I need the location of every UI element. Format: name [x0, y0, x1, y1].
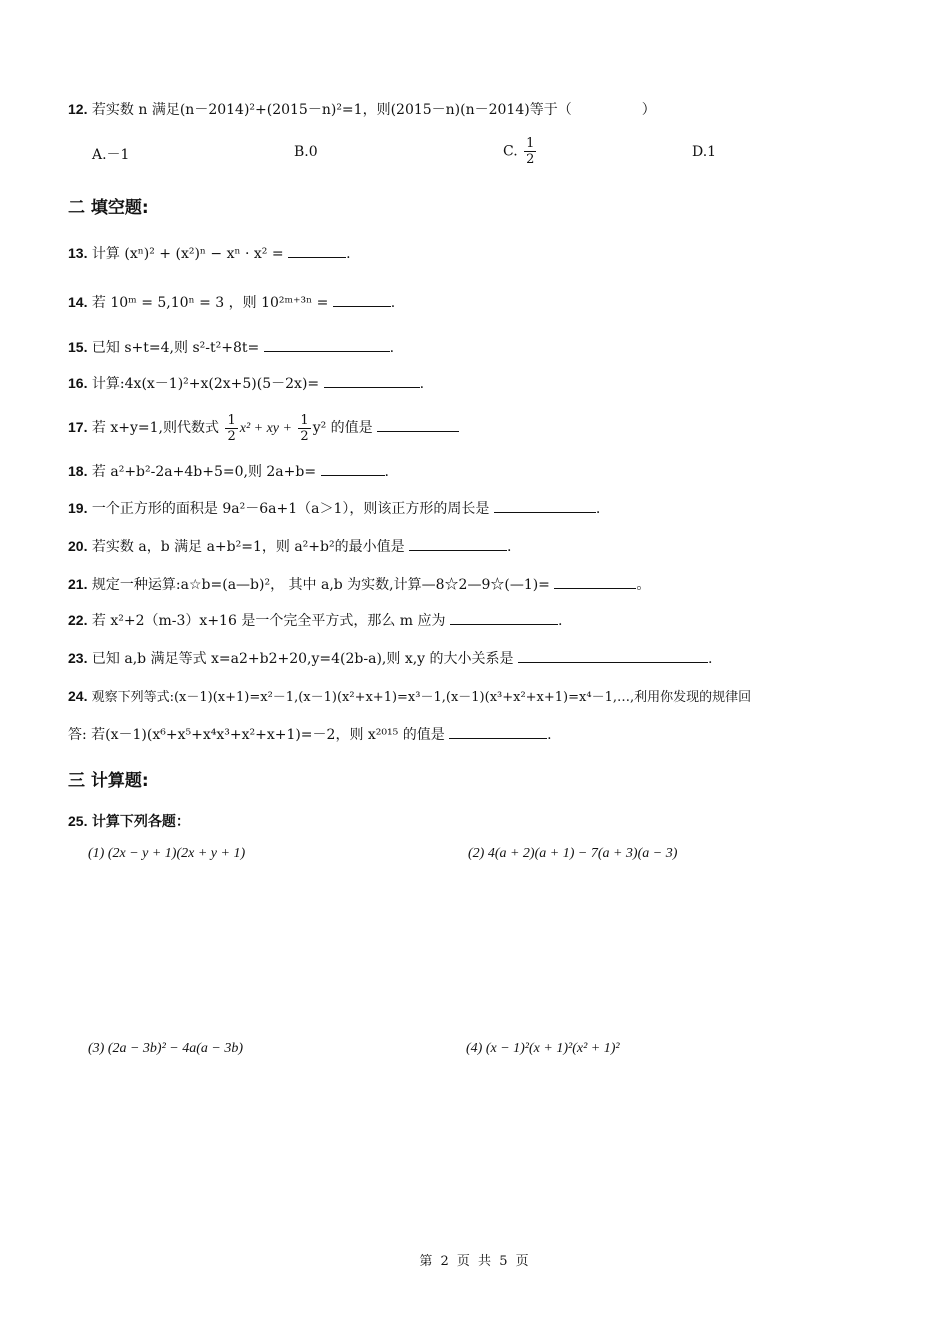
question-16 [68, 373, 424, 394]
question-tail: 。 [636, 577, 651, 593]
question-tail: . [595, 501, 601, 517]
question-tail: . [707, 651, 713, 667]
question-12 [68, 99, 656, 120]
sub-problem-4: (4) (x − 1)²(x + 1)²(x² + 1)² [466, 1041, 620, 1056]
question-tail: . [346, 246, 351, 262]
option-b: B.0 [294, 144, 318, 160]
question-18 [68, 461, 389, 482]
sub-problem-3: (3) (2a − 3b)² − 4a(a − 3b) [88, 1041, 244, 1056]
question-number: 17. [68, 419, 88, 435]
answer-blank[interactable] [333, 292, 391, 307]
question-20 [68, 536, 512, 557]
answer-blank[interactable] [264, 337, 390, 352]
question-17 [68, 409, 459, 447]
fraction-numerator: 1 [300, 412, 309, 428]
option-a: A.－1 [92, 147, 130, 163]
question-text: 若实数 n 满足(n－2014)²+(2015－n)²=1，则(2015－n)(n－2014)等于（ ） [91, 102, 656, 118]
fraction-denominator: 2 [300, 428, 309, 444]
question-text: 若 a²+b²-2a+4b+5=0,则 2a+b= [91, 464, 317, 480]
answer-blank[interactable] [409, 536, 507, 551]
option-c [503, 136, 538, 167]
sub-problem-1: (1) (2x − y + 1)(2x + y + 1) [88, 846, 246, 861]
option-c-label: C. [503, 143, 518, 160]
fraction [524, 136, 536, 167]
question-text: 若 10ᵐ = 5,10ⁿ = 3 ，则 10²ᵐ⁺³ⁿ = [91, 295, 329, 311]
question-text: 计算:4x(x－1)²+x(2x+5)(5－2x)= [91, 376, 320, 392]
question-13 [68, 243, 351, 264]
section-title-calculation: 三 计算题: [68, 771, 149, 791]
question-24-line-1 [68, 686, 751, 708]
question-text-post: y² 的值是 [312, 420, 373, 436]
question-text: 规定一种运算:a☆b=(a—b)²， 其中 a,b 为实数,计算—8☆2—9☆(—1)= [91, 577, 550, 593]
question-21 [68, 574, 650, 595]
answer-blank[interactable] [324, 373, 420, 388]
question-number: 13. [68, 245, 88, 261]
question-25 [68, 811, 190, 832]
answer-blank[interactable] [494, 498, 596, 513]
question-tail: . [390, 295, 396, 311]
fraction-numerator: 1 [526, 136, 535, 151]
question-text: 已知 s+t=4,则 s²-t²+8t= [91, 340, 260, 356]
answer-blank[interactable] [450, 610, 558, 625]
question-number: 14. [68, 294, 88, 310]
expression-middle: x² + xy + [239, 421, 292, 436]
answer-blank[interactable] [377, 417, 459, 432]
question-text: 若实数 a，b 满足 a+b²=1，则 a²+b²的最小值是 [91, 539, 405, 555]
question-text: 答: 若(x－1)(x⁶+x⁵+x⁴x³+x²+x+1)=－2，则 x²⁰¹⁵ 的值是 [68, 727, 445, 743]
question-text: 计算 (xⁿ)² + (x²)ⁿ − xⁿ · x² = [91, 246, 284, 262]
question-text: 一个正方形的面积是 9a²－6a+1（a＞1），则该正方形的周长是 [91, 501, 490, 517]
question-text: 观察下列等式:(x－1)(x+1)=x²－1,(x－1)(x²+x+1)=x³－1,(x－1)(x³+x²+x+1)=x⁴－1,…,利用你发现的规律回 [91, 690, 752, 705]
question-text: 计算下列各题： [91, 813, 190, 829]
answer-blank[interactable] [518, 648, 708, 663]
option-d: D.1 [692, 144, 717, 160]
question-tail: . [557, 613, 563, 629]
question-22 [68, 610, 562, 631]
answer-blank[interactable] [321, 461, 385, 476]
fraction-denominator: 2 [526, 152, 535, 167]
question-number: 23. [68, 650, 88, 666]
question-24-line-2 [68, 724, 552, 745]
question-number: 21. [68, 576, 88, 592]
answer-blank[interactable] [288, 243, 346, 258]
fraction [298, 413, 310, 444]
question-14 [68, 292, 395, 313]
question-tail: . [419, 376, 425, 392]
question-text: 已知 a,b 满足等式 x=a2+b2+20,y=4(2b-a),则 x,y 的大小关系是 [91, 651, 514, 667]
question-text-pre: 若 x+y=1,则代数式 [91, 420, 219, 436]
sub-problem-2: (2) 4(a + 2)(a + 1) − 7(a + 3)(a − 3) [468, 846, 678, 861]
question-23 [68, 648, 712, 669]
question-tail: . [507, 539, 512, 555]
fraction-denominator: 2 [227, 428, 236, 444]
question-15 [68, 337, 394, 358]
question-number: 20. [68, 538, 88, 554]
question-number: 12. [68, 101, 88, 117]
question-number: 25. [68, 813, 88, 829]
page-footer: 第 2 页 共 5 页 [419, 1254, 531, 1269]
question-number: 15. [68, 339, 88, 355]
question-tail: . [547, 727, 552, 743]
fraction [225, 413, 237, 444]
question-19 [68, 498, 600, 519]
question-number: 24. [68, 688, 88, 704]
fraction-numerator: 1 [227, 412, 236, 428]
question-tail: . [384, 464, 389, 480]
section-title-fill-in: 二 填空题: [68, 198, 149, 218]
question-number: 19. [68, 500, 88, 516]
question-number: 16. [68, 375, 88, 391]
question-text: 若 x²+2（m-3）x+16 是一个完全平方式，那么 m 应为 [91, 613, 446, 629]
answer-blank[interactable] [449, 724, 547, 739]
question-tail: . [389, 340, 395, 356]
question-number: 18. [68, 463, 88, 479]
answer-blank[interactable] [554, 574, 636, 589]
question-number: 22. [68, 612, 88, 628]
